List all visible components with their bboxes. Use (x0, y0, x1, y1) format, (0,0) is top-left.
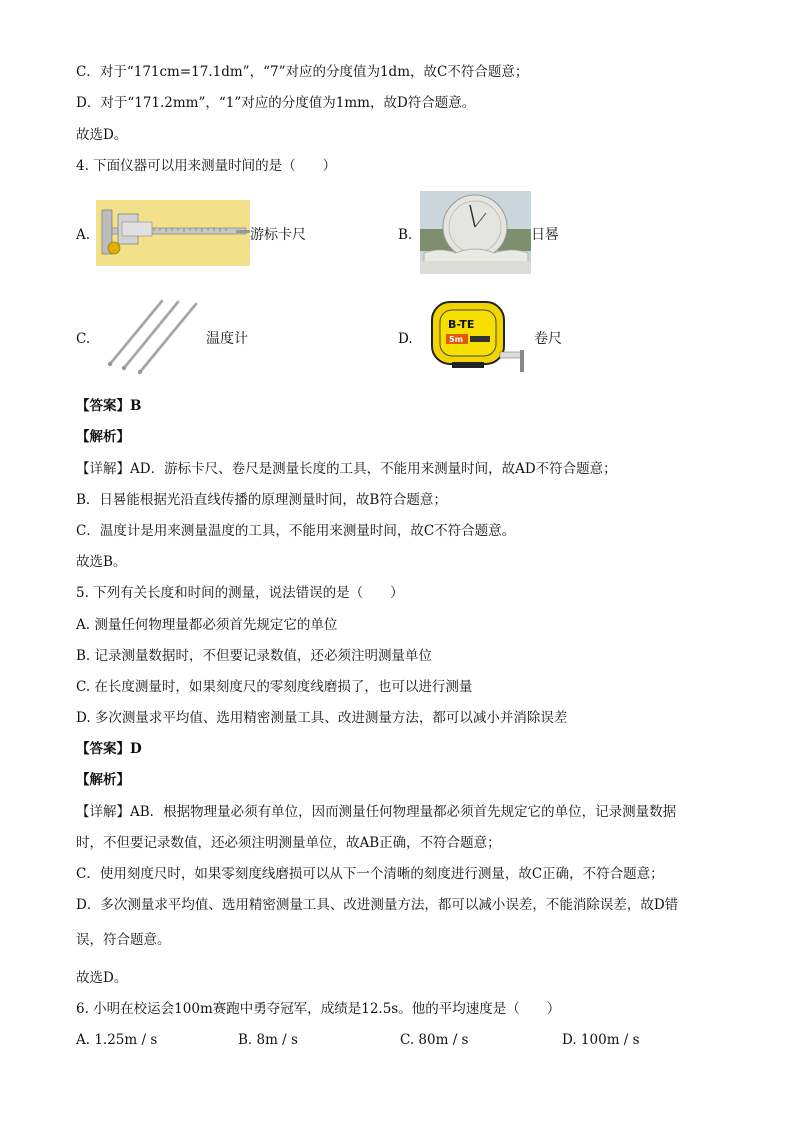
answer-5: 【答案】D (76, 741, 142, 757)
analysis-4-heading: 【解析】 (76, 429, 130, 445)
line-d-option-explanation: D．对于“171.2mm”，“1”对应的分度值为1mm，故D符合题意。 (76, 95, 476, 111)
line-c-option-explanation: C．对于“171cm=17.1dm”，“7”对应的分度值为1dm，故C不符合题意； (76, 64, 529, 80)
answer-4: 【答案】B (76, 398, 142, 414)
analysis-5-line-1: 【详解】AB．根据物理量必须有单位，因而测量任何物理量都必须首先规定它的单位，记录测量数据 (76, 804, 677, 820)
analysis-4-line-2: B．日晷能根据光沿直线传播的原理测量时间，故B符合题意； (76, 492, 447, 508)
analysis-5-line-1-cont: 时，不但要记录数值，还必须注明测量单位，故AB正确，不符合题意； (76, 835, 501, 851)
analysis-4-line-1: 【详解】AD．游标卡尺、卷尺是测量长度的工具，不能用来测量时间，故AD不符合题意； (76, 461, 617, 477)
q6-option-a: A. 1.25m / s (76, 1032, 158, 1048)
q5-option-d: D. 多次测量求平均值、选用精密测量工具、改进测量方法，都可以减小并消除误差 (76, 710, 568, 726)
q6-option-b: B. 8m / s (238, 1032, 298, 1048)
analysis-5-heading: 【解析】 (76, 772, 130, 788)
analysis-4-line-3: C．温度计是用来测量温度的工具，不能用来测量时间，故C不符合题意。 (76, 523, 516, 539)
q6-option-d: D. 100m / s (562, 1032, 640, 1048)
vernier-caliper-image (96, 200, 250, 266)
q5-option-c: C. 在长度测量时，如果刻度尺的零刻度线磨损了，也可以进行测量 (76, 679, 473, 695)
sundial-image (420, 191, 531, 274)
analysis-5-line-3-cont: 误，符合题意。 (76, 932, 171, 948)
question-5: 5. 下列有关长度和时间的测量，说法错误的是（ ） (76, 585, 404, 601)
analysis-5-line-2: C．使用刻度尺时，如果零刻度线磨损可以从下一个清晰的刻度进行测量，故C正确，不符合题意； (76, 866, 664, 882)
q4-option-d-label: 卷尺 (534, 331, 562, 347)
question-4: 4. 下面仪器可以用来测量时间的是（ ） (76, 158, 337, 174)
q6-option-c: C. 80m / s (400, 1032, 469, 1048)
analysis-5-line-3: D．多次测量求平均值、选用精密测量工具、改进测量方法，都可以减小误差，不能消除误差，故D错 (76, 897, 679, 913)
thermometer-image (102, 296, 202, 376)
q4-option-a-letter: A. (76, 227, 91, 243)
question-6: 6. 小明在校运会100m赛跑中勇夺冠军，成绩是12.5s。他的平均速度是（ ） (76, 1001, 561, 1017)
q5-option-a: A. 测量任何物理量都必须首先规定它的单位 (76, 617, 338, 633)
q4-option-b-letter: B. (398, 227, 413, 243)
q4-option-c-letter: C. (76, 331, 91, 347)
q4-option-b-label: 日晷 (531, 227, 559, 243)
conclusion-3: 故选D。 (76, 127, 128, 143)
tape-size-text: 5m (449, 335, 463, 344)
q5-option-b: B. 记录测量数据时，不但要记录数值，还必须注明测量单位 (76, 648, 433, 664)
q4-option-d-letter: D. (398, 331, 413, 347)
conclusion-5: 故选D。 (76, 970, 128, 986)
tape-brand-text: B-TE (448, 318, 475, 331)
conclusion-4: 故选B。 (76, 554, 127, 570)
tape-measure-image (426, 296, 532, 378)
q4-option-c-label: 温度计 (206, 331, 248, 347)
q4-option-a-label: 游标卡尺 (250, 227, 306, 243)
